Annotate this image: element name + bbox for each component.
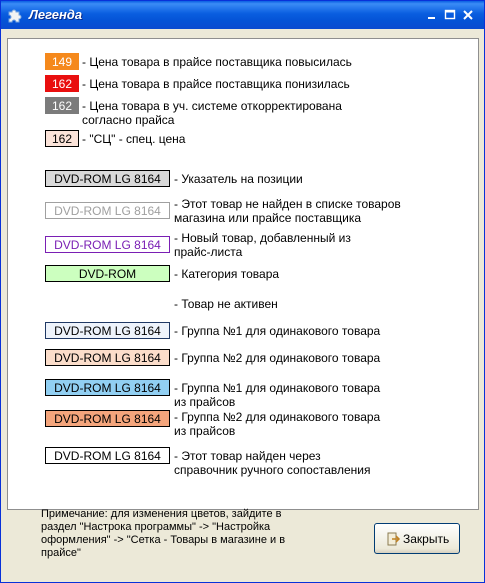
swatch-category: DVD-ROM — [45, 265, 170, 282]
swatch-manual-match: DVD-ROM LG 8164 — [45, 447, 170, 464]
swatch-group2-pricelists: DVD-ROM LG 8164 — [45, 410, 170, 427]
desc-new-product: - Новый товар, добавленный из прайс-листа — [174, 231, 351, 259]
swatch-group1-pricelists: DVD-ROM LG 8164 — [45, 379, 170, 396]
swatch-position-pointer: DVD-ROM LG 8164 — [45, 170, 170, 187]
close-button-label: Закрыть — [403, 532, 450, 546]
swatch-special-price: 162 — [45, 130, 79, 147]
swatch-new-product: DVD-ROM LG 8164 — [45, 236, 170, 253]
desc-manual-match: - Этот товар найден через справочник ручного сопоставления — [174, 449, 371, 477]
window-client — [5, 29, 480, 578]
minimize-icon[interactable] — [425, 8, 439, 22]
close-button[interactable] — [374, 523, 460, 554]
desc-not-found: - Этот товар не найден в списке товаров магазина или прайсе поставщика — [174, 197, 401, 225]
desc-price-down: - Цена товара в прайсе поставщика понизилась — [82, 77, 350, 91]
swatch-price-down: 162 — [45, 75, 79, 92]
legend-panel — [7, 38, 479, 510]
puzzle-icon — [7, 7, 23, 23]
desc-group2-pricelists: - Группа №2 для одинакового товара из прайсов — [174, 410, 381, 438]
desc-group2-same: - Группа №2 для одинакового товара — [174, 351, 381, 365]
desc-group1-same: - Группа №1 для одинакового товара — [174, 324, 381, 338]
desc-inactive: - Товар не активен — [174, 297, 278, 311]
maximize-icon[interactable] — [443, 8, 457, 22]
close-icon[interactable] — [461, 8, 475, 22]
window-title: Легенда — [29, 7, 83, 22]
color-settings-note: Примечание: для изменения цветов, зайдите в раздел "Настрока программы" -> "Настройка оформления" -> "Сетка - Товары в магазине и в прайсе" — [41, 508, 286, 559]
title-bar[interactable] — [1, 1, 484, 29]
desc-group1-pricelists: - Группа №1 для одинакового товара из прайсов — [174, 381, 381, 409]
swatch-price-up: 149 — [45, 53, 79, 70]
swatch-group1-same: DVD-ROM LG 8164 — [45, 322, 170, 339]
swatch-group2-same: DVD-ROM LG 8164 — [45, 349, 170, 366]
desc-price-corrected: - Цена товара в уч. системе откорректирована согласно прайса — [82, 99, 342, 127]
desc-category: - Категория товара — [174, 267, 280, 281]
desc-special-price: - "СЦ" - спец. цена — [82, 132, 186, 146]
desc-price-up: - Цена товара в прайсе поставщика повысилась — [82, 55, 352, 69]
swatch-price-corrected: 162 — [45, 97, 79, 114]
desc-position-pointer: - Указатель на позиции — [174, 172, 303, 186]
swatch-not-found: DVD-ROM LG 8164 — [45, 202, 170, 219]
close-door-icon — [385, 531, 401, 547]
